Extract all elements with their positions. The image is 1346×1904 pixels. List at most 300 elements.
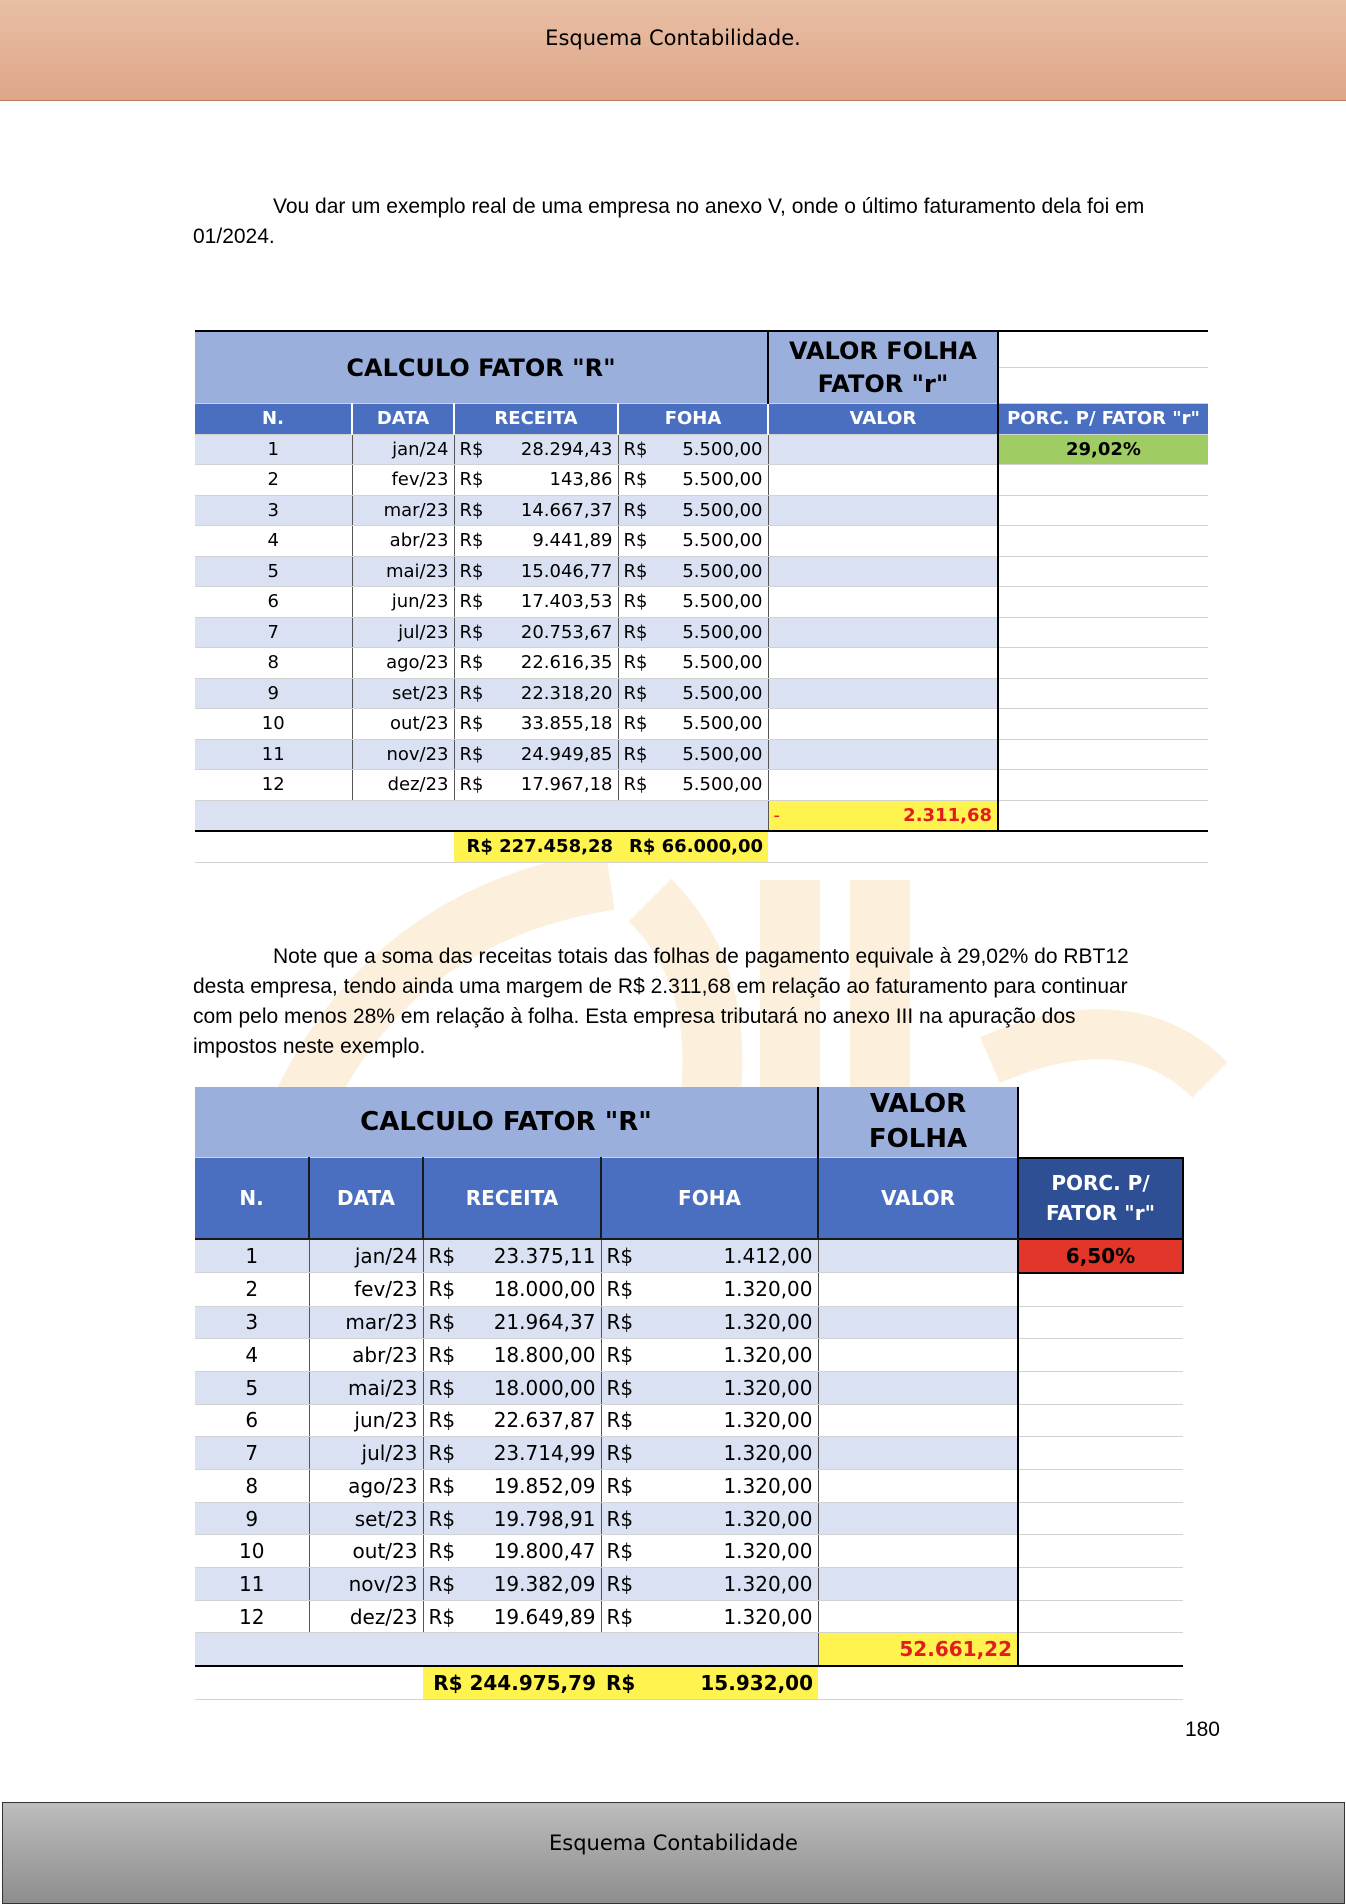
- table-row: [195, 770, 1208, 801]
- row-folha: [618, 709, 768, 740]
- row-folha-value: 1.320,00: [723, 1506, 813, 1531]
- row-receita-value: 9.441,89: [532, 530, 613, 552]
- row-folha-value: 1.320,00: [723, 1571, 813, 1596]
- currency-symbol: R$: [459, 621, 484, 643]
- blank-cell: [998, 465, 1208, 496]
- row-valor: [768, 587, 998, 618]
- row-valor: [818, 1371, 1018, 1404]
- row-folha: [618, 465, 768, 496]
- row-folha-value: 5.500,00: [682, 438, 763, 460]
- blank-cell: [1018, 1470, 1183, 1503]
- table-row: [195, 678, 1208, 709]
- table1-blank-cell: [768, 831, 998, 862]
- row-receita: [423, 1535, 601, 1568]
- blank-cell: [1018, 1339, 1183, 1372]
- table2-col-valor: VALOR: [818, 1158, 1018, 1240]
- footer-title: Esquema Contabilidade: [549, 1831, 798, 1855]
- row-receita: [454, 465, 618, 496]
- fator-r-percent: 29,02%: [998, 434, 1208, 465]
- row-number: 7: [195, 617, 352, 648]
- table-row: [195, 1470, 1183, 1503]
- table2-col-receita: RECEITA: [423, 1158, 601, 1240]
- currency-symbol: R$: [459, 682, 484, 704]
- row-folha-value: 5.500,00: [682, 743, 763, 765]
- row-folha: [601, 1339, 818, 1372]
- currency-symbol: R$: [428, 1343, 456, 1368]
- row-valor: [768, 648, 998, 679]
- row-number: 2: [195, 1273, 309, 1306]
- table2-col-n: N.: [195, 1158, 309, 1240]
- table2-blank-cell: [1018, 1633, 1183, 1666]
- row-receita-value: 17.967,18: [520, 774, 613, 796]
- row-number: 12: [195, 1600, 309, 1633]
- row-receita: [454, 678, 618, 709]
- currency-symbol: R$: [623, 438, 648, 460]
- currency-symbol: R$: [459, 560, 484, 582]
- row-receita: [423, 1273, 601, 1306]
- table1-title: CALCULO FATOR "R": [195, 331, 768, 404]
- fator-r-percent: 6,50%: [1018, 1239, 1183, 1273]
- row-valor: [768, 526, 998, 557]
- table1-col-receita: RECEITA: [454, 404, 618, 435]
- row-date: jun/23: [309, 1404, 423, 1437]
- row-date: dez/23: [309, 1600, 423, 1633]
- row-folha-value: 5.500,00: [682, 499, 763, 521]
- row-number: 4: [195, 526, 352, 557]
- currency-symbol: R$: [623, 652, 648, 674]
- row-folha-value: 1.412,00: [723, 1244, 813, 1269]
- row-receita-value: 19.798,91: [493, 1506, 596, 1531]
- row-number: 3: [195, 1306, 309, 1339]
- row-receita: [454, 739, 618, 770]
- table-row: [195, 617, 1208, 648]
- row-date: jan/24: [352, 434, 454, 465]
- table2-title: CALCULO FATOR "R": [195, 1087, 818, 1158]
- table1-col-porc: PORC. P/ FATOR "r": [998, 404, 1208, 435]
- table1-valor-header: [768, 331, 998, 404]
- row-receita: [423, 1306, 601, 1339]
- row-folha-value: 5.500,00: [682, 774, 763, 796]
- currency-symbol: R$: [428, 1244, 456, 1269]
- table1-blank-cell: [998, 831, 1208, 862]
- row-folha-value: 5.500,00: [682, 530, 763, 552]
- table2-valor-header: [818, 1087, 1018, 1158]
- note-line-2: desta empresa, tendo ainda uma margem de R$ 2.311,68 em relação ao faturamento para continuar: [193, 975, 1128, 998]
- row-number: 12: [195, 770, 352, 801]
- row-receita-value: 20.753,67: [520, 621, 613, 643]
- currency-symbol: R$: [623, 774, 648, 796]
- table2-col-porc: [1018, 1158, 1183, 1240]
- row-number: 5: [195, 556, 352, 587]
- header-title: Esquema Contabilidade.: [545, 26, 801, 50]
- table-row: [195, 1502, 1183, 1535]
- row-folha: [618, 556, 768, 587]
- currency-symbol: R$: [428, 1506, 456, 1531]
- table1-margin: 2.311,68: [903, 804, 992, 826]
- currency-symbol: R$: [428, 1441, 456, 1466]
- row-receita: [423, 1568, 601, 1601]
- blank-cell: [998, 495, 1208, 526]
- row-number: 10: [195, 1535, 309, 1568]
- row-receita-value: 19.649,89: [493, 1604, 596, 1629]
- intro-paragraph: [193, 192, 1218, 252]
- row-folha: [618, 678, 768, 709]
- row-number: 8: [195, 648, 352, 679]
- table1-valor-header-line2: FATOR "r": [817, 369, 949, 398]
- currency-symbol: R$: [459, 713, 484, 735]
- row-receita: [423, 1502, 601, 1535]
- currency-symbol: R$: [623, 530, 648, 552]
- row-receita-value: 18.000,00: [493, 1277, 596, 1302]
- currency-symbol: R$: [606, 1310, 634, 1335]
- row-receita-value: 19.852,09: [493, 1473, 596, 1498]
- page-footer: [2, 1802, 1345, 1904]
- currency-symbol: R$: [606, 1473, 634, 1498]
- currency-symbol: R$: [459, 469, 484, 491]
- row-folha-value: 1.320,00: [723, 1473, 813, 1498]
- row-date: out/23: [309, 1535, 423, 1568]
- table1-total-folha: R$ 66.000,00: [618, 831, 768, 862]
- row-valor: [818, 1535, 1018, 1568]
- table-row: [195, 1535, 1183, 1568]
- row-receita: [454, 617, 618, 648]
- currency-symbol: R$: [623, 682, 648, 704]
- table-row: [195, 465, 1208, 496]
- row-folha-value: 5.500,00: [682, 652, 763, 674]
- page-header: [0, 0, 1346, 101]
- row-receita: [423, 1470, 601, 1503]
- row-folha-value: 1.320,00: [723, 1604, 813, 1629]
- row-folha-value: 5.500,00: [682, 621, 763, 643]
- row-date: mar/23: [352, 495, 454, 526]
- row-valor: [768, 495, 998, 526]
- table-row: [195, 1371, 1183, 1404]
- currency-symbol: R$: [459, 530, 484, 552]
- row-number: 3: [195, 495, 352, 526]
- row-number: 1: [195, 434, 352, 465]
- row-folha-value: 5.500,00: [682, 682, 763, 704]
- currency-symbol: R$: [428, 1473, 456, 1498]
- table-row: [195, 1306, 1183, 1339]
- row-receita-value: 18.000,00: [493, 1375, 596, 1400]
- table2-blank-cell: [1018, 1666, 1183, 1699]
- currency-symbol: R$: [428, 1408, 456, 1433]
- currency-symbol: R$: [623, 621, 648, 643]
- row-folha: [618, 617, 768, 648]
- row-receita: [423, 1371, 601, 1404]
- currency-symbol: R$: [459, 774, 484, 796]
- row-folha-value: 5.500,00: [682, 713, 763, 735]
- note-line-1: Note que a soma das receitas totais das folhas de pagamento equivale à 29,02% do RBT12: [273, 945, 1129, 968]
- row-folha: [601, 1306, 818, 1339]
- blank-cell: [998, 648, 1208, 679]
- table2-valor-header-line1: VALOR: [869, 1089, 967, 1119]
- row-date: mai/23: [352, 556, 454, 587]
- row-folha: [601, 1239, 818, 1273]
- table2-total-folha-currency: R$: [606, 1670, 636, 1695]
- row-valor: [818, 1600, 1018, 1633]
- blank-cell: [998, 678, 1208, 709]
- row-receita: [454, 495, 618, 526]
- row-receita-value: 19.800,47: [493, 1539, 596, 1564]
- blank-cell: [1018, 1306, 1183, 1339]
- row-folha-value: 5.500,00: [682, 469, 763, 491]
- table2-blank-cell: [818, 1666, 1018, 1699]
- blank-cell: [1018, 1437, 1183, 1470]
- table1-blank-cell: [352, 831, 454, 862]
- row-date: jan/24: [309, 1239, 423, 1273]
- row-receita-value: 15.046,77: [520, 560, 613, 582]
- row-date: jun/23: [352, 587, 454, 618]
- table-row: [195, 739, 1208, 770]
- row-folha-value: 1.320,00: [723, 1375, 813, 1400]
- currency-symbol: R$: [623, 469, 648, 491]
- row-number: 9: [195, 678, 352, 709]
- table-row: [195, 526, 1208, 557]
- currency-symbol: R$: [428, 1571, 456, 1596]
- row-valor: [768, 678, 998, 709]
- row-folha: [618, 770, 768, 801]
- table1-blank-cell: [998, 368, 1208, 404]
- table2-total-receita: R$ 244.975,79: [423, 1666, 601, 1699]
- currency-symbol: R$: [459, 652, 484, 674]
- row-number: 9: [195, 1502, 309, 1535]
- row-number: 5: [195, 1371, 309, 1404]
- table1-col-folha: FOHA: [618, 404, 768, 435]
- table2-blank-cell: [195, 1666, 309, 1699]
- row-date: nov/23: [352, 739, 454, 770]
- currency-symbol: R$: [459, 591, 484, 613]
- row-receita-value: 33.855,18: [520, 713, 613, 735]
- row-date: dez/23: [352, 770, 454, 801]
- blank-cell: [998, 587, 1208, 618]
- table1-blank-band: [195, 800, 768, 831]
- currency-symbol: R$: [606, 1506, 634, 1531]
- table2-blank-cell: [309, 1666, 423, 1699]
- table2-margin: 52.661,22: [818, 1633, 1018, 1666]
- currency-symbol: R$: [606, 1244, 634, 1269]
- blank-cell: [998, 617, 1208, 648]
- note-line-4: impostos neste exemplo.: [193, 1035, 426, 1058]
- fator-r-table-1: [195, 330, 1208, 863]
- row-number: 4: [195, 1339, 309, 1372]
- table1-blank-cell: [998, 331, 1208, 368]
- page-number: 180: [1184, 1718, 1220, 1741]
- row-number: 8: [195, 1470, 309, 1503]
- table-row: [195, 1239, 1183, 1273]
- row-valor: [818, 1339, 1018, 1372]
- row-receita-value: 22.637,87: [493, 1408, 596, 1433]
- row-folha: [601, 1437, 818, 1470]
- table-row: [195, 1437, 1183, 1470]
- currency-symbol: R$: [623, 713, 648, 735]
- blank-cell: [1018, 1404, 1183, 1437]
- row-receita: [454, 587, 618, 618]
- row-receita: [423, 1600, 601, 1633]
- row-date: fev/23: [309, 1273, 423, 1306]
- row-valor: [768, 709, 998, 740]
- row-number: 7: [195, 1437, 309, 1470]
- currency-symbol: R$: [428, 1375, 456, 1400]
- table2-total-folha: 15.932,00: [700, 1670, 813, 1695]
- blank-cell: [998, 526, 1208, 557]
- table2-col-folha: FOHA: [601, 1158, 818, 1240]
- blank-cell: [1018, 1600, 1183, 1633]
- table1-blank-cell: [998, 800, 1208, 831]
- row-folha: [601, 1568, 818, 1601]
- row-date: jul/23: [352, 617, 454, 648]
- currency-symbol: R$: [606, 1375, 634, 1400]
- currency-symbol: R$: [606, 1343, 634, 1368]
- currency-symbol: R$: [606, 1539, 634, 1564]
- row-folha-value: 5.500,00: [682, 591, 763, 613]
- row-folha-value: 1.320,00: [723, 1343, 813, 1368]
- table-row: [195, 1273, 1183, 1306]
- row-folha: [601, 1371, 818, 1404]
- table2-col-porc-line2: FATOR "r": [1045, 1201, 1155, 1226]
- table1-col-data: DATA: [352, 404, 454, 435]
- row-valor: [768, 434, 998, 465]
- currency-symbol: R$: [428, 1604, 456, 1629]
- table-row: [195, 648, 1208, 679]
- table2-blank-band: [195, 1633, 818, 1666]
- blank-cell: [998, 770, 1208, 801]
- table1-total-receita: R$ 227.458,28: [454, 831, 618, 862]
- row-date: abr/23: [352, 526, 454, 557]
- table1-margin-sign: -: [773, 804, 780, 826]
- row-receita-value: 22.616,35: [520, 652, 613, 674]
- row-number: 1: [195, 1239, 309, 1273]
- row-receita: [454, 556, 618, 587]
- table1-col-valor: VALOR: [768, 404, 998, 435]
- row-folha: [601, 1470, 818, 1503]
- row-folha: [601, 1600, 818, 1633]
- row-receita-value: 19.382,09: [493, 1571, 596, 1596]
- currency-symbol: R$: [606, 1441, 634, 1466]
- blank-cell: [1018, 1371, 1183, 1404]
- row-folha: [601, 1273, 818, 1306]
- table2-valor-header-line2: FOLHA: [868, 1124, 968, 1155]
- note-line-3: com pelo menos 28% em relação à folha. Esta empresa tributará no anexo III na apuração dos: [193, 1005, 1076, 1028]
- row-valor: [768, 739, 998, 770]
- currency-symbol: R$: [606, 1604, 634, 1629]
- row-number: 6: [195, 1404, 309, 1437]
- fator-r-table-2: [195, 1087, 1184, 1700]
- blank-cell: [1018, 1568, 1183, 1601]
- row-folha: [618, 434, 768, 465]
- currency-symbol: R$: [606, 1408, 634, 1433]
- table-row: [195, 434, 1208, 465]
- row-receita-value: 143,86: [549, 469, 613, 491]
- currency-symbol: R$: [428, 1310, 456, 1335]
- row-folha-value: 1.320,00: [723, 1408, 813, 1433]
- row-valor: [768, 556, 998, 587]
- row-folha: [618, 495, 768, 526]
- row-receita-value: 14.667,37: [520, 499, 613, 521]
- blank-cell: [1018, 1535, 1183, 1568]
- row-date: ago/23: [309, 1470, 423, 1503]
- row-valor: [768, 617, 998, 648]
- row-receita: [454, 648, 618, 679]
- row-receita: [454, 770, 618, 801]
- currency-symbol: R$: [606, 1277, 634, 1302]
- table-row: [195, 1404, 1183, 1437]
- row-folha-value: 5.500,00: [682, 560, 763, 582]
- row-receita-value: 23.714,99: [493, 1441, 596, 1466]
- row-valor: [818, 1404, 1018, 1437]
- table-row: [195, 495, 1208, 526]
- row-date: jul/23: [309, 1437, 423, 1470]
- row-folha: [601, 1404, 818, 1437]
- row-receita-value: 28.294,43: [520, 438, 613, 460]
- blank-cell: [998, 739, 1208, 770]
- row-receita-value: 23.375,11: [493, 1244, 596, 1269]
- row-folha: [601, 1502, 818, 1535]
- table-row: [195, 1568, 1183, 1601]
- row-folha: [618, 587, 768, 618]
- currency-symbol: R$: [623, 560, 648, 582]
- row-receita-value: 18.800,00: [493, 1343, 596, 1368]
- row-receita: [454, 434, 618, 465]
- row-date: nov/23: [309, 1568, 423, 1601]
- table-row: [195, 709, 1208, 740]
- currency-symbol: R$: [623, 591, 648, 613]
- currency-symbol: R$: [428, 1539, 456, 1564]
- row-receita: [423, 1339, 601, 1372]
- table1-blank-cell: [195, 831, 352, 862]
- row-valor: [768, 770, 998, 801]
- row-valor: [818, 1502, 1018, 1535]
- row-date: fev/23: [352, 465, 454, 496]
- currency-symbol: R$: [623, 499, 648, 521]
- table1-valor-header-line1: VALOR FOLHA: [789, 337, 977, 366]
- row-date: set/23: [352, 678, 454, 709]
- table-row: [195, 556, 1208, 587]
- row-date: abr/23: [309, 1339, 423, 1372]
- row-number: 11: [195, 739, 352, 770]
- currency-symbol: R$: [459, 438, 484, 460]
- row-date: mar/23: [309, 1306, 423, 1339]
- row-receita: [423, 1239, 601, 1273]
- row-valor: [818, 1306, 1018, 1339]
- row-folha: [601, 1535, 818, 1568]
- row-number: 11: [195, 1568, 309, 1601]
- table-row: [195, 1600, 1183, 1633]
- blank-cell: [998, 709, 1208, 740]
- currency-symbol: R$: [606, 1571, 634, 1596]
- blank-cell: [998, 556, 1208, 587]
- row-receita: [454, 526, 618, 557]
- row-date: out/23: [352, 709, 454, 740]
- currency-symbol: R$: [623, 743, 648, 765]
- row-date: mai/23: [309, 1371, 423, 1404]
- row-date: set/23: [309, 1502, 423, 1535]
- row-receita: [423, 1404, 601, 1437]
- table2-col-data: DATA: [309, 1158, 423, 1240]
- row-valor: [818, 1273, 1018, 1306]
- table-row: [195, 1339, 1183, 1372]
- currency-symbol: R$: [428, 1277, 456, 1302]
- intro-line-1: Vou dar um exemplo real de uma empresa no anexo V, onde o último faturamento dela foi em: [273, 195, 1145, 218]
- row-number: 10: [195, 709, 352, 740]
- row-date: ago/23: [352, 648, 454, 679]
- row-folha-value: 1.320,00: [723, 1310, 813, 1335]
- row-receita-value: 22.318,20: [520, 682, 613, 704]
- intro-line-2: 01/2024.: [193, 225, 275, 248]
- row-folha-value: 1.320,00: [723, 1441, 813, 1466]
- currency-symbol: R$: [459, 743, 484, 765]
- blank-cell: [1018, 1502, 1183, 1535]
